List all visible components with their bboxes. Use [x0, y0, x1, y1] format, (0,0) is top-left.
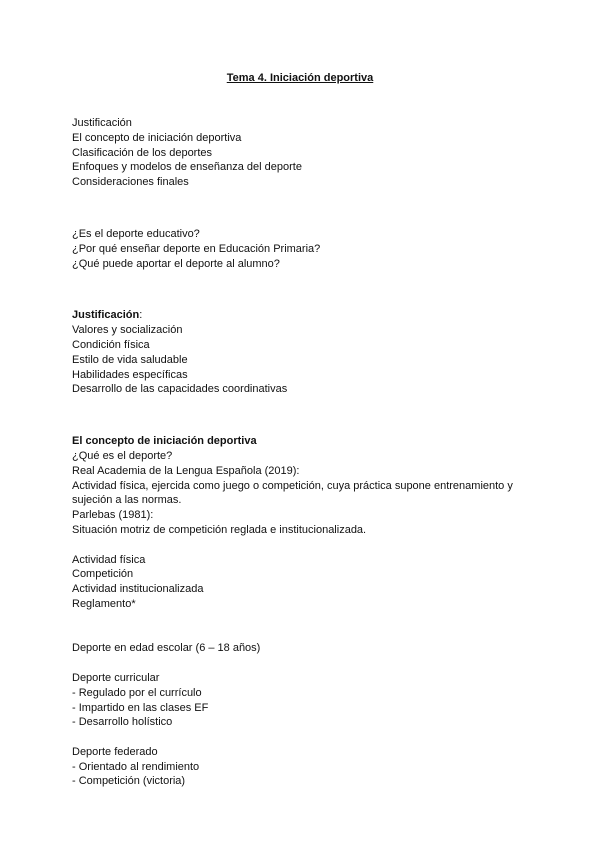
- justificacion-heading-line: [72, 308, 532, 323]
- justificacion-item: Desarrollo de las capacidades coordinativas: [72, 383, 288, 396]
- justificacion-section: [72, 308, 532, 397]
- question-item: ¿Por qué enseñar deporte en Educación Primaria?: [72, 242, 321, 255]
- curricular-heading: Deporte curricular: [72, 671, 160, 684]
- curricular-item: - Impartido en las clases EF: [72, 701, 209, 714]
- index-item: Consideraciones finales: [72, 176, 189, 189]
- federado-item: - Orientado al rendimiento: [72, 760, 200, 773]
- features-list: [72, 553, 532, 612]
- parlebas-source: Parlebas (1981):: [72, 509, 154, 522]
- concepto-heading: El concepto de iniciación deportiva: [72, 435, 257, 448]
- curricular-item: - Regulado por el currículo: [72, 686, 202, 699]
- justificacion-item: Condición física: [72, 338, 150, 351]
- questions-list: [72, 227, 532, 271]
- heading-colon: :: [139, 309, 143, 322]
- edad-escolar-line: Deporte en edad escolar (6 – 18 años): [72, 642, 261, 655]
- document-title: Tema 4. Iniciación deportiva: [226, 72, 374, 84]
- justificacion-item: Habilidades específicas: [72, 368, 188, 381]
- parlebas-definition: Situación motriz de competición reglada e institucionalizada.: [72, 523, 367, 536]
- curricular-item: - Desarrollo holístico: [72, 716, 173, 729]
- federado-block: [72, 745, 532, 789]
- concepto-section: [72, 434, 532, 789]
- curricular-block: [72, 671, 532, 730]
- question-item: ¿Qué puede aportar el deporte al alumno?: [72, 257, 280, 270]
- rae-source: Real Academia de la Lengua Española (2019):: [72, 464, 300, 477]
- justificacion-item: Estilo de vida saludable: [72, 353, 188, 366]
- index-item: Clasificación de los deportes: [72, 146, 213, 159]
- document-body: [72, 116, 532, 789]
- rae-definition: Actividad física, ejercida como juego o competición, cuya práctica supone entrenamiento y sujeción a las normas.: [72, 479, 513, 507]
- feature-item: Actividad física: [72, 553, 146, 566]
- justificacion-heading: Justificación: [72, 309, 140, 322]
- index-item: Justificación: [72, 117, 132, 129]
- federado-heading: Deporte federado: [72, 745, 158, 758]
- question-item: ¿Es el deporte educativo?: [72, 227, 200, 240]
- feature-item: Actividad institucionalizada: [72, 583, 204, 596]
- index-list: [72, 116, 532, 190]
- feature-item: Competición: [72, 568, 134, 581]
- index-item: Enfoques y modelos de enseñanza del deporte: [72, 161, 302, 174]
- index-item: El concepto de iniciación deportiva: [72, 131, 242, 144]
- federado-item: - Competición (victoria): [72, 775, 186, 788]
- feature-item: Reglamento*: [72, 597, 136, 610]
- justificacion-item: Valores y socialización: [72, 324, 183, 337]
- concepto-question: ¿Qué es el deporte?: [72, 449, 173, 462]
